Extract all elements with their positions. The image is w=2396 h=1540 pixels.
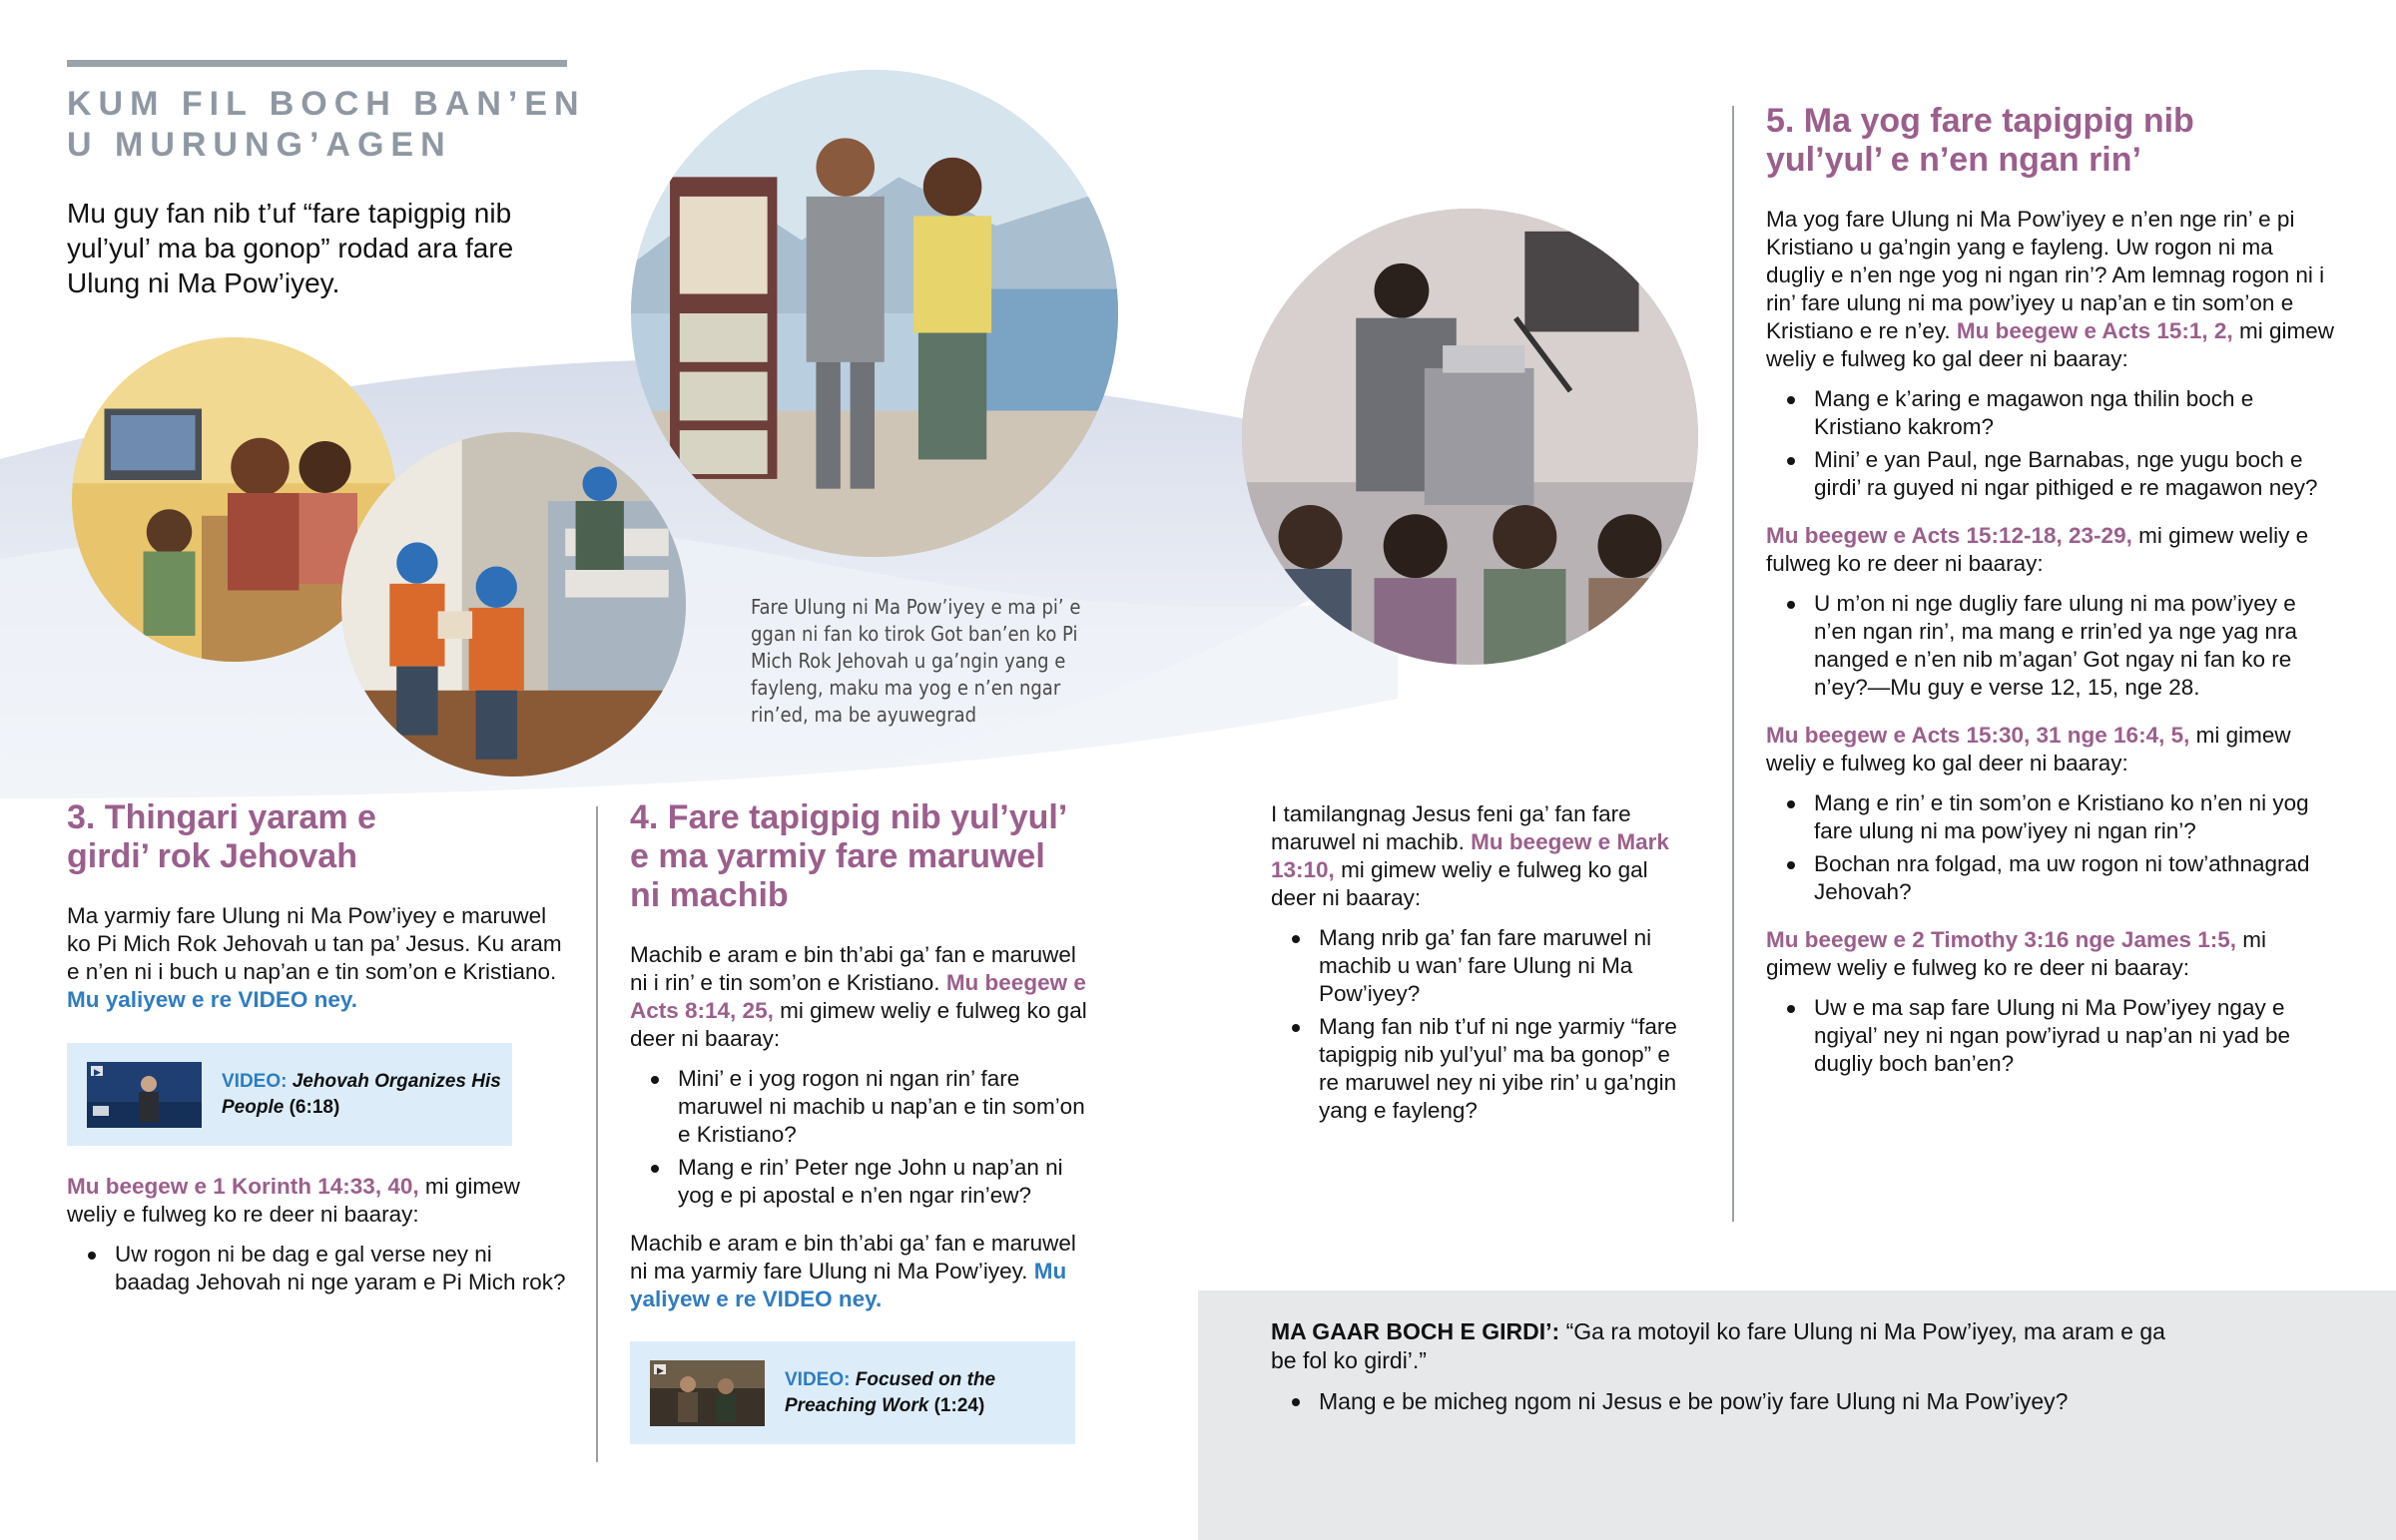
volunteer-workers-photo: [341, 432, 686, 776]
section-mid-text: I tamilangnag Jesus feni ga’ fan fare maruwel ni machib.: [1271, 801, 1631, 854]
column-divider-2: [1732, 106, 1734, 1222]
section-3-text: Ma yarmiy fare Ulung ni Ma Pow’iyey e maruwel ko Pi Mich Rok Jehovah u tan pa’ Jesus. Ku aram e n’en ni i buch u nap’an e tin som’on e Kristiano.: [67, 903, 562, 984]
video-title: Focused on the Preaching Work: [785, 1368, 996, 1416]
question-item: Uw rogon ni be dag e gal verse ney ni baadag Jehovah ni nge yaram e Pi Mich rok?: [67, 1241, 566, 1296]
summary-questions: [1271, 1387, 2169, 1415]
section-3-read-rest: mi gimew weliy e fulweg ko re deer ni baaray:: [67, 1174, 520, 1227]
section-4-video-link[interactable]: Mu yaliyew e re VIDEO ney.: [630, 1259, 1067, 1311]
section-5-heading: [1766, 102, 2335, 180]
photo-caption: Fare Ulung ni Ma Pow’iyey e ma pi’ e ggan ni fan ko tirok Got ban’en ko Pi Mich Rok Jehovah u ga’ngin yang e fayleng, maku ma yog e n’en ngar rin’ed, ma be ayuwegrad: [751, 595, 1081, 727]
question-item: Mang e be micheg ngom ni Jesus e be pow’iy fare Ulung ni Ma Pow’iyey?: [1271, 1387, 2169, 1415]
play-icon: ▶: [657, 1364, 664, 1375]
section-4-questions: [630, 1065, 1094, 1210]
section-5-read-2: [1766, 522, 2335, 578]
section-4-paragraph-2: [630, 1230, 1094, 1313]
summary-label: MA GAAR BOCH E GIRDI’:: [1271, 1318, 1560, 1344]
section-4-text-end: mi gimew weliy e fulweg ko gal deer ni baaray:: [630, 998, 1087, 1051]
section-5-read-3-rest: mi gimew weliy e fulweg ko gal deer ni baaray:: [1766, 723, 2291, 775]
question-item: Mang e rin’ Peter nge John u nap’an ni yog e pi apostal e n’en ngar rin’ew?: [630, 1154, 1094, 1210]
section-5-read-4-rest: mi gimew weliy e fulweg ko re deer ni baaray:: [1766, 927, 2267, 980]
top-rule: [67, 60, 567, 67]
section-5-text: Ma yog fare Ulung ni Ma Pow’iyey e n’en nge rin’ e pi Kristiano u ga’ngin yang e fayleng. Uw rogon ni ma dugliy e n’en nge yog ni ngan rin’? Am lemnag rogon ni i rin’ fare ulung ni ma pow’iyey u nap’an e tin som’on e Kristiano e re n’ey.: [1766, 207, 2325, 343]
section-kicker: [67, 84, 626, 166]
kicker-line-1: KUM FIL BOCH BAN’EN: [67, 85, 586, 123]
question-item: Mang e k’aring e magawon nga thilin boch e Kristiano kakrom?: [1766, 385, 2335, 441]
summary-content: [1271, 1317, 2169, 1415]
meeting-speaker-photo: [1242, 209, 1698, 665]
section-4-text-2: Machib e aram e bin th’abi ga’ fan e maruwel ni ma yarmiy fare Ulung ni Ma Pow’iyey.: [630, 1231, 1076, 1283]
play-icon: ▶: [94, 1066, 101, 1077]
section-4-heading: [630, 798, 1094, 915]
video-thumbnail-organizes: [87, 1062, 202, 1128]
summary-quote: [1271, 1317, 2169, 1375]
section-5-text-end: mi gimew weliy e fulweg ko gal deer ni baaray:: [1766, 318, 2334, 371]
section-3-heading-line-2: girdi’ rok Jehovah: [67, 837, 357, 875]
question-item: Mang nrib ga’ fan fare maruwel ni machib u wan’ fare Ulung ni Ma Pow’iyey?: [1271, 924, 1690, 1008]
section-3-heading: [67, 798, 566, 876]
section-5-heading-line-1: 5. Ma yog fare tapigpig nib: [1766, 102, 2194, 140]
video-text-organizes: [222, 1069, 512, 1121]
intro-text: Mu guy fan nib t’uf “fare tapigpig nib yul’yul’ ma ba gonop” rodad ara fare Ulung ni Ma Pow’iyey.: [67, 198, 514, 298]
section-5-heading-line-2: yul’yul’ e n’en ngan rin’: [1766, 141, 2141, 179]
scripture-reference: Mu beegew e Acts 8:14, 25,: [630, 970, 1086, 1023]
section-mid-paragraph: [1271, 800, 1690, 912]
question-item: Uw e ma sap fare Ulung ni Ma Pow’iyey ngay e ngiyal’ ney ni ngan pow’iyrad u nap’an ni yad be dugliy boch ban’en?: [1766, 994, 2335, 1078]
section-5-read-4: [1766, 926, 2335, 982]
section-3-paragraph: [67, 902, 566, 1014]
video-label: VIDEO:: [222, 1070, 288, 1092]
scripture-reference: Mu beegew e Mark 13:10,: [1271, 829, 1669, 882]
section-4-heading-line-3: ni machib: [630, 876, 789, 914]
section-3: [67, 798, 566, 1296]
scripture-reference: Mu beegew e 2 Timothy 3:16 nge James 1:5,: [1766, 927, 2237, 952]
kicker-line-2: U MURUNG’AGEN: [67, 126, 452, 164]
video-thumbnail-preaching: [650, 1360, 765, 1426]
video-duration: (1:24): [933, 1394, 985, 1416]
section-4-heading-line-1: 4. Fare tapigpig nib yul’yul’: [630, 798, 1068, 836]
section-mid-text-end: mi gimew weliy e fulweg ko gal deer ni baaray:: [1271, 857, 1648, 910]
section-mid-questions: [1271, 924, 1690, 1125]
question-item: Mini’ e i yog rogon ni ngan rin’ fare maruwel ni machib u nap’an e tin som’on e Kristiano?: [630, 1065, 1094, 1149]
public-witnessing-photo: [631, 70, 1118, 557]
section-3-read: [67, 1173, 566, 1229]
section-4-text: Machib e aram e bin th’abi ga’ fan e maruwel ni i rin’ e tin som’on e Kristiano.: [630, 942, 1076, 995]
question-item: U m’on ni nge dugliy fare ulung ni ma pow’iyey e n’en ngan rin’, ma mang e rrin’ed ya nge yag nra nanged e n’en nib m’agan’ Got ngay ni fan ko re n’ey?—Mu guy e verse 12, 15, nge 28.: [1766, 590, 2335, 702]
section-3-questions: [67, 1241, 566, 1296]
section-5-read-2-rest: mi gimew weliy e fulweg ko re deer ni baaray:: [1766, 523, 2309, 576]
section-3-video-link[interactable]: Mu yaliyew e re VIDEO ney.: [67, 987, 357, 1012]
section-4-heading-line-2: e ma yarmiy fare maruwel: [630, 837, 1045, 875]
section-mid: [1271, 800, 1690, 1125]
column-divider-1: [596, 806, 598, 1462]
scripture-reference: Mu beegew e Acts 15:12-18, 23-29,: [1766, 523, 2132, 548]
scripture-reference: Mu beegew e 1 Korinth 14:33, 40,: [67, 1174, 419, 1199]
video-card-organizes[interactable]: [67, 1043, 512, 1146]
question-item: Mang fan nib t’uf ni nge yarmiy “fare tapigpig nib yul’yul’ ma ba gonop” e re maruwel ney ni yibe rin’ u ga’ngin yang e fayleng?: [1271, 1013, 1690, 1125]
section-5-read-3: [1766, 722, 2335, 777]
video-duration: (6:18): [289, 1096, 340, 1118]
section-4-paragraph: [630, 941, 1094, 1053]
section-5-paragraph: [1766, 206, 2335, 373]
summary-quote-text: “Ga ra motoyil ko fare Ulung ni Ma Pow’iyey, ma aram e ga be fol ko girdi’.”: [1271, 1318, 2165, 1373]
scripture-reference: Mu beegew e Acts 15:1, 2,: [1956, 318, 2233, 343]
section-5-questions-2: [1766, 590, 2335, 702]
section-5-questions-4: [1766, 994, 2335, 1078]
question-item: Bochan nra folgad, ma uw rogon ni tow’athnagrad Jehovah?: [1766, 850, 2335, 906]
section-4: [630, 798, 1094, 1444]
scripture-reference: Mu beegew e Acts 15:30, 31 nge 16:4, 5,: [1766, 723, 2190, 748]
section-5: [1766, 102, 2335, 1078]
video-label: VIDEO:: [785, 1368, 851, 1390]
question-item: Mang e rin’ e tin som’on e Kristiano ko n’en ni yog fare ulung ni ma pow’iyey ni ngan rin’?: [1766, 789, 2335, 845]
section-5-questions-3: [1766, 789, 2335, 906]
video-title: Jehovah Organizes His People: [222, 1070, 501, 1118]
question-item: Mini’ e yan Paul, nge Barnabas, nge yugu boch e girdi’ ra guyed ni ngar pithiged e re magawon ney?: [1766, 446, 2335, 502]
video-text-preaching: [785, 1367, 1075, 1419]
section-3-heading-line-1: 3. Thingari yaram e: [67, 798, 376, 836]
video-card-preaching[interactable]: [630, 1341, 1075, 1444]
section-5-questions-1: [1766, 385, 2335, 502]
